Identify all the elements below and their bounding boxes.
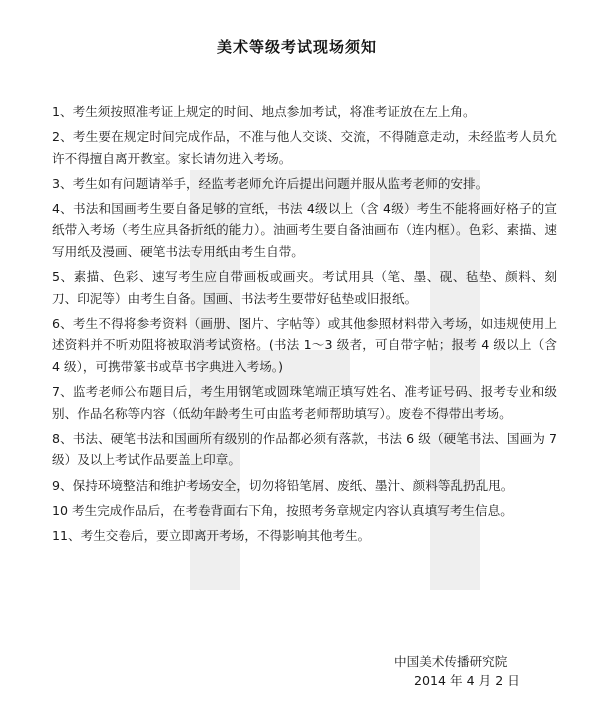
list-item: 1、考生须按照准考证上规定的时间、地点参加考试，将准考证放在左上角。 — [52, 104, 476, 119]
list-item: 3、考生如有问题请举手，经监考老师允许后提出问题并服从监考老师的安排。 — [52, 175, 489, 191]
rules-list — [52, 101, 557, 550]
list-item: 6、考生不得将参考资料（画册、图片、字帖等）或其他参照材料带入考场，如违规使用上述资料并不听劝阻将被取消考试资格。(书法 1～3 级者，可自带字帖；报考 4 级以上（含 4 级），可携带篆书或草书字典进入考场。) — [52, 315, 557, 375]
list-item: 10 考生完成作品后，在考卷背面右下角，按照考务章规定内容认真填写考生信息。 — [52, 502, 513, 518]
signature-organization: 中国美术传播研究院 — [394, 654, 508, 669]
signature-block — [380, 652, 560, 690]
list-item: 7、监考老师公布题目后，考生用钢笔或圆珠笔端正填写姓名、准考证号码、报考专业和级别、作品名称等内容（低幼年龄考生可由监考老师帮助填写）。废卷不得带出考场。 — [52, 384, 557, 421]
signature-date: 2014 年 4 月 2 日 — [414, 673, 520, 688]
list-item: 2、考生要在规定时间完成作品，不准与他人交谈、交流，不得随意走动，未经监考人员允许不得擅自离开教室。家长请勿进入考场。 — [52, 129, 557, 166]
page-title: 美术等级考试现场须知 — [216, 38, 377, 56]
list-item: 4、书法和国画考生要自备足够的宣纸，书法 4级以上（含 4级）考生不能将画好格子的宣纸带入考场（考生应具备折纸的能力）。油画考生要自备油画布（连内框）。色彩、素描、速写用纸及漫画、硬笔书法专用纸由考生自带。 — [52, 200, 557, 260]
list-item: 8、书法、硬笔书法和国画所有级别的作品都必须有落款，书法 6 级（硬笔书法、国画为 7级）及以上考试作品要盖上印章。 — [52, 430, 557, 468]
list-item: 11、考生交卷后，要立即离开考场，不得影响其他考生。 — [52, 527, 371, 543]
list-item: 5、素描、色彩、速写考生应自带画板或画夹。考试用具（笔、墨、砚、毡垫、颜料、刻刀、印泥等）由考生自备。国画、书法考生要带好毡垫或旧报纸。 — [52, 269, 557, 306]
list-item: 9、保持环境整洁和维护考场安全，切勿将铅笔屑、废纸、墨汁、颜料等乱扔乱甩。 — [52, 477, 514, 493]
